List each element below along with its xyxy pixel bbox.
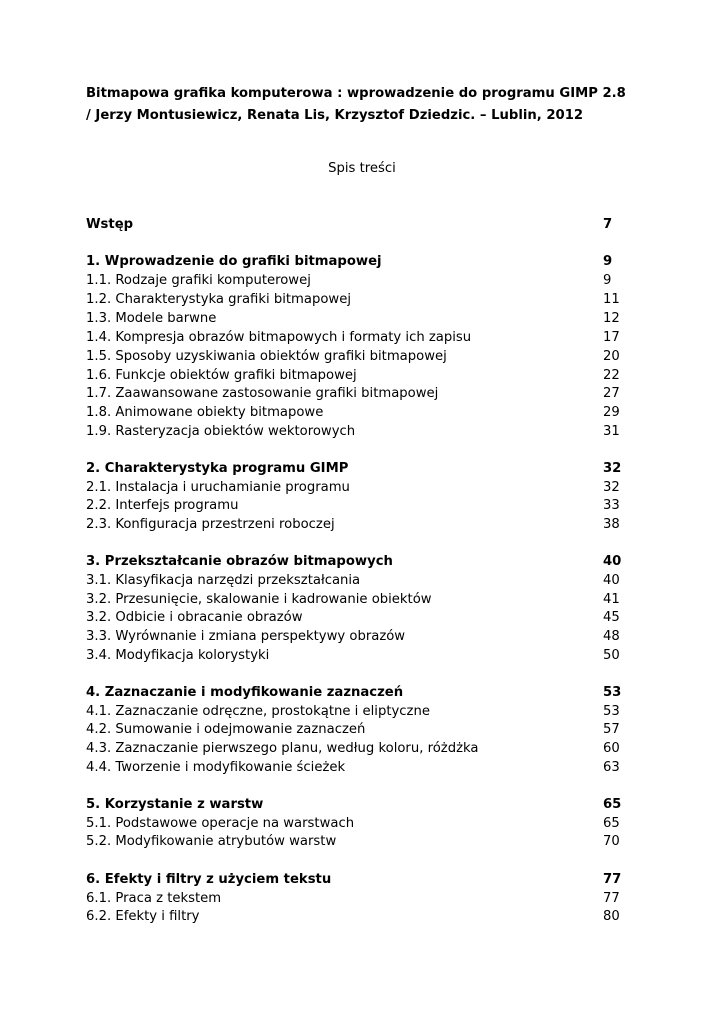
toc-entry-label: 1.4. Kompresja obrazów bitmapowych i formaty ich zapisu — [86, 330, 472, 345]
toc-entry-label: 1.7. Zaawansowane zastosowanie grafiki bitmapowej — [86, 386, 439, 401]
toc-entry-page: 80 — [603, 909, 620, 924]
toc-entry-label: 1. Wprowadzenie do grafiki bitmapowej — [86, 254, 382, 269]
toc-entry-label: 2.2. Interfejs programu — [86, 498, 239, 513]
toc-entry-page: 53 — [603, 685, 622, 700]
toc-section-row — [86, 478, 622, 497]
toc-entry-page: 77 — [603, 891, 620, 906]
toc-entry-label: 3.3. Wyrównanie i zmiana perspektywy obrazów — [86, 629, 406, 644]
toc-entry-label: 1.8. Animowane obiekty bitmapowe — [86, 405, 324, 420]
toc-chapter-row — [86, 683, 622, 702]
toc-entry-page: 32 — [603, 480, 620, 495]
toc-entry-label: 4. Zaznaczanie i modyfikowanie zaznaczeń — [86, 685, 404, 700]
toc-entry-page: 50 — [603, 648, 620, 663]
toc-entry-page: 53 — [603, 704, 620, 719]
toc-entry-page: 11 — [603, 292, 620, 307]
toc-entry-page: 31 — [603, 424, 620, 439]
toc-entry-label: 3. Przekształcanie obrazów bitmapowych — [86, 554, 393, 569]
toc-entry-page: 70 — [603, 834, 620, 849]
toc-entry-label: 5.2. Modyfikowanie atrybutów warstw — [86, 834, 337, 849]
toc-entry-page: 45 — [603, 610, 620, 625]
toc-section-row — [86, 271, 622, 290]
toc-entry-page: 63 — [603, 760, 620, 775]
toc-section-row — [86, 571, 622, 590]
toc-section-row — [86, 720, 622, 739]
toc-section-row — [86, 328, 622, 347]
toc-entry-page: 29 — [603, 405, 620, 420]
toc-entry-page: 22 — [603, 368, 620, 383]
toc-section-row — [86, 832, 622, 851]
toc-section-row — [86, 347, 622, 366]
toc-section-row — [86, 646, 622, 665]
toc-chapter-row — [86, 252, 622, 271]
toc-entry-page: 48 — [603, 629, 620, 644]
toc-section-row — [86, 702, 622, 721]
toc-entry-page: 40 — [603, 554, 622, 569]
toc-section-row — [86, 739, 622, 758]
toc-entry-label: 6.2. Efekty i filtry — [86, 909, 200, 924]
toc-chapter-row — [86, 870, 622, 889]
toc-entry-page: 77 — [603, 872, 622, 887]
toc-section-row — [86, 627, 622, 646]
toc-section-row — [86, 515, 622, 534]
toc-section-row — [86, 814, 622, 833]
toc-section-row — [86, 608, 622, 627]
toc-entry-page: 9 — [603, 273, 612, 288]
toc-entry-page: 60 — [603, 741, 620, 756]
toc-chapter-row — [86, 552, 622, 571]
toc-entry-label: 6.1. Praca z tekstem — [86, 891, 222, 906]
toc-entry-page: 41 — [603, 592, 620, 607]
toc-section-row — [86, 422, 622, 441]
toc-entry-label: 4.1. Zaznaczanie odręczne, prostokątne i eliptyczne — [86, 704, 430, 719]
title-line-2: / Jerzy Montusiewicz, Renata Lis, Krzysztof Dziedzic. – Lublin, 2012 — [86, 108, 584, 123]
toc-entry-label: 1.2. Charakterystyka grafiki bitmapowej — [86, 292, 351, 307]
toc-entry-label: 3.2. Odbicie i obracanie obrazów — [86, 610, 303, 625]
toc-entry-label: 3.1. Klasyfikacja narzędzi przekształcania — [86, 573, 361, 588]
toc-section-row — [86, 590, 622, 609]
toc-entry-page: 17 — [603, 330, 620, 345]
toc-entry-label: 2.1. Instalacja i uruchamianie programu — [86, 480, 350, 495]
toc-section-row — [86, 403, 622, 422]
toc-chapter-row — [86, 215, 622, 234]
toc-section-row — [86, 907, 622, 926]
toc-entry-label: 3.2. Przesunięcie, skalowanie i kadrowanie obiektów — [86, 592, 432, 607]
toc-entry-page: 12 — [603, 311, 620, 326]
toc-entry-page: 20 — [603, 349, 620, 364]
toc-entry-page: 57 — [603, 722, 620, 737]
toc-section-row — [86, 889, 622, 908]
toc-entry-label: 5.1. Podstawowe operacje na warstwach — [86, 816, 355, 831]
toc-entry-label: 1.3. Modele barwne — [86, 311, 217, 326]
toc-entry-label: 1.1. Rodzaje grafiki komputerowej — [86, 273, 311, 288]
toc-entry-page: 65 — [603, 816, 620, 831]
toc-entry-label: 2.3. Konfiguracja przestrzeni roboczej — [86, 517, 335, 532]
toc-section-row — [86, 309, 622, 328]
toc-entry-label: 1.5. Sposoby uzyskiwania obiektów grafiki bitmapowej — [86, 349, 447, 364]
toc-entry-label: 5. Korzystanie z warstw — [86, 797, 264, 812]
toc-section-row — [86, 366, 622, 385]
toc-entry-label: 3.4. Modyfikacja kolorystyki — [86, 648, 270, 663]
toc-entry-page: 65 — [603, 797, 622, 812]
toc-section-row — [86, 496, 622, 515]
toc-chapter-row — [86, 795, 622, 814]
toc-entry-label: 4.4. Tworzenie i modyfikowanie ścieżek — [86, 760, 346, 775]
title-line-1: Bitmapowa grafika komputerowa : wprowadzenie do programu GIMP 2.8 — [86, 86, 626, 101]
toc-entry-page: 9 — [603, 254, 613, 269]
toc-entry-label: 4.3. Zaznaczanie pierwszego planu, według koloru, różdżka — [86, 741, 479, 756]
toc-entry-page: 32 — [603, 461, 622, 476]
toc-entry-page: 33 — [603, 498, 620, 513]
toc-entry-page: 7 — [603, 217, 613, 232]
document-title — [86, 83, 646, 127]
toc-entry-label: 2. Charakterystyka programu GIMP — [86, 461, 349, 476]
toc-entry-page: 27 — [603, 386, 620, 401]
toc-entry-label: 4.2. Sumowanie i odejmowanie zaznaczeń — [86, 722, 366, 737]
toc-chapter-row — [86, 459, 622, 478]
toc-section-row — [86, 384, 622, 403]
toc-entry-page: 38 — [603, 517, 620, 532]
toc-section-row — [86, 758, 622, 777]
toc-section-row — [86, 290, 622, 309]
toc-entry-label: Wstęp — [86, 217, 134, 232]
toc-entry-page: 40 — [603, 573, 620, 588]
toc-entry-label: 1.9. Rasteryzacja obiektów wektorowych — [86, 424, 356, 439]
toc-heading: Spis treści — [328, 161, 396, 176]
toc-entry-label: 1.6. Funkcje obiektów grafiki bitmapowej — [86, 368, 357, 383]
toc-entry-label: 6. Efekty i filtry z użyciem tekstu — [86, 872, 332, 887]
